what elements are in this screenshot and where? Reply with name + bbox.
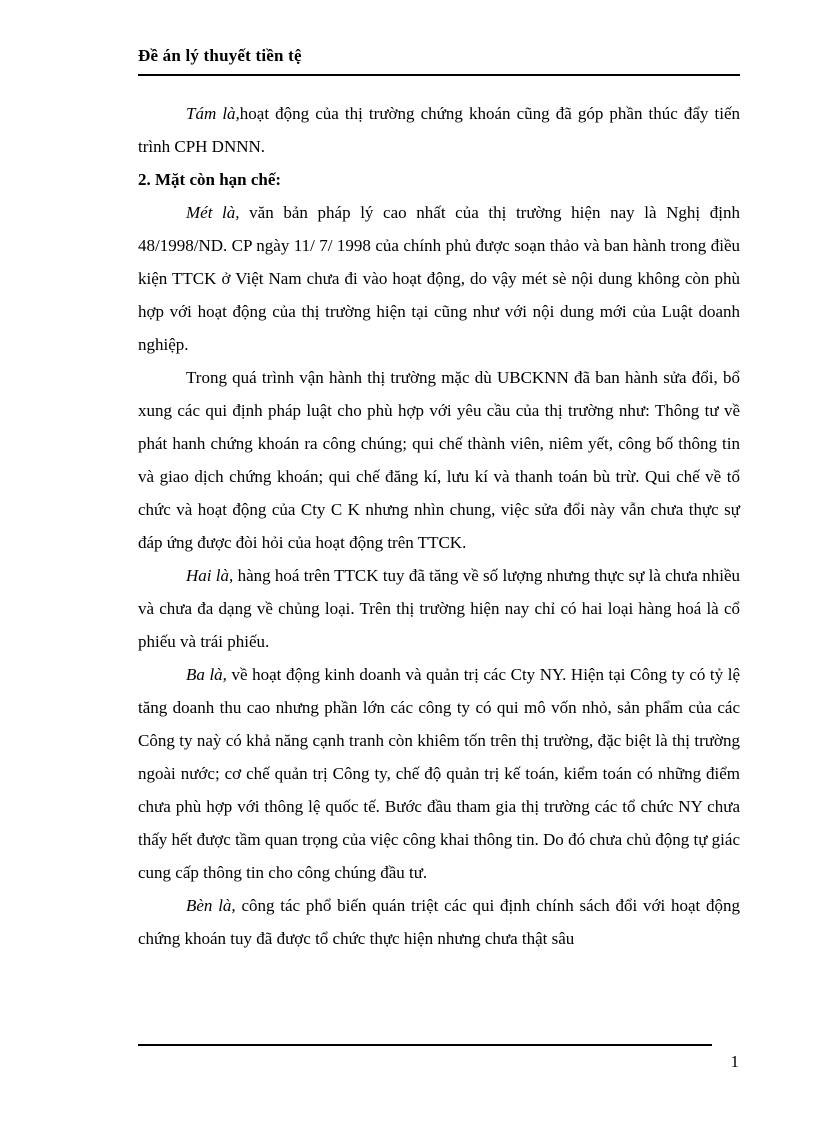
paragraph-lead: Mét là, — [186, 203, 250, 222]
paragraph-text: hàng hoá trên TTCK tuy đã tăng về số lượng nhưng thực sự là chưa nhiều và chưa đa dạng về chủng loại. Trên thị trường hiện nay chỉ có hai loại hàng hoá là cổ phiếu và trái phiếu. — [138, 566, 740, 651]
page-number: 1 — [730, 1052, 739, 1071]
paragraph-text: về hoạt động kinh doanh và quản trị các Cty NY. Hiện tại Công ty có tỷ lệ tăng doanh thu cao nhưng phần lớn các công ty có qui mô vốn nhỏ, sản phẩm của các Công ty naỳ có khả năng cạnh tranh còn khiêm tốn trên thị trường, đặc biệt là thị trường ngoài nước; cơ chế quản trị Công ty, chế độ quản trị kế toán, kiểm toán có những điểm chưa phù hợp với thông lệ quốc tế. Bước đầu tham gia thị trường các tổ chức NY chưa thấy hết được tầm quan trọng của việc công khai thông tin. Do đó chưa chủ động tự giác cung cấp thông tin cho công chúng đầu tư. — [138, 665, 741, 882]
paragraph — [138, 889, 740, 955]
footer-rule — [138, 1044, 712, 1046]
page-footer — [138, 1044, 740, 1072]
header-title: Đề án lý thuyết tiền tệ — [138, 46, 302, 65]
paragraph — [138, 559, 740, 658]
paragraph-text: Trong quá trình vận hành thị trường mặc dù UBCKNN đã ban hành sửa đổi, bổ xung các qui định pháp luật cho phù hợp với yêu cầu của thị trường như: Thông tư về phát hanh chứng khoán ra công chúng; qui chế thành viên, niêm yết, công bố thông tin và giao dịch chứng khoán; qui chế đăng kí, lưu kí và thanh toán bù trừ. Qui chế về tổ chức và hoạt động của Cty C K nhưng nhìn chung, việc sửa đổi này vẫn chưa thực sự đáp ứng được đòi hỏi của hoạt động trên TTCK. — [138, 368, 740, 552]
paragraph-lead: Ba là, — [186, 665, 232, 684]
document-body — [138, 97, 740, 955]
paragraph-lead: Bèn là, — [186, 896, 242, 915]
paragraph — [138, 196, 740, 361]
section-heading: 2. Mặt còn hạn chế: — [138, 170, 282, 189]
paragraph — [138, 658, 740, 889]
paragraph-text: công tác phổ biến quán triệt các qui định chính sách đổi với hoạt động chứng khoán tuy đã được tổ chức thực hiện nhưng chưa thật sâu — [138, 896, 741, 948]
paragraph-text: hoạt động của thị trường chứng khoán cũng đã góp phần thúc đẩy tiến trình CPH DNNN. — [138, 104, 740, 156]
paragraph — [138, 97, 740, 163]
document-header — [138, 46, 740, 76]
paragraph-text: văn bản pháp lý cao nhất của thị trường hiện nay là Nghị định 48/1998/ND. CP ngày 11/ 7/ 1998 của chính phủ được soạn thảo và ban hành trong điều kiện TTCK ở Việt Nam chưa đi vào hoạt động, do vậy mét sè nội dung không còn phù hợp với hoạt động của thị trường hiện tại cũng như với nội dung mới của Luật doanh nghiệp. — [138, 203, 741, 354]
paragraph — [138, 361, 740, 559]
paragraph-lead: Hai là, — [186, 566, 238, 585]
paragraph-lead: Tám là, — [186, 104, 240, 123]
